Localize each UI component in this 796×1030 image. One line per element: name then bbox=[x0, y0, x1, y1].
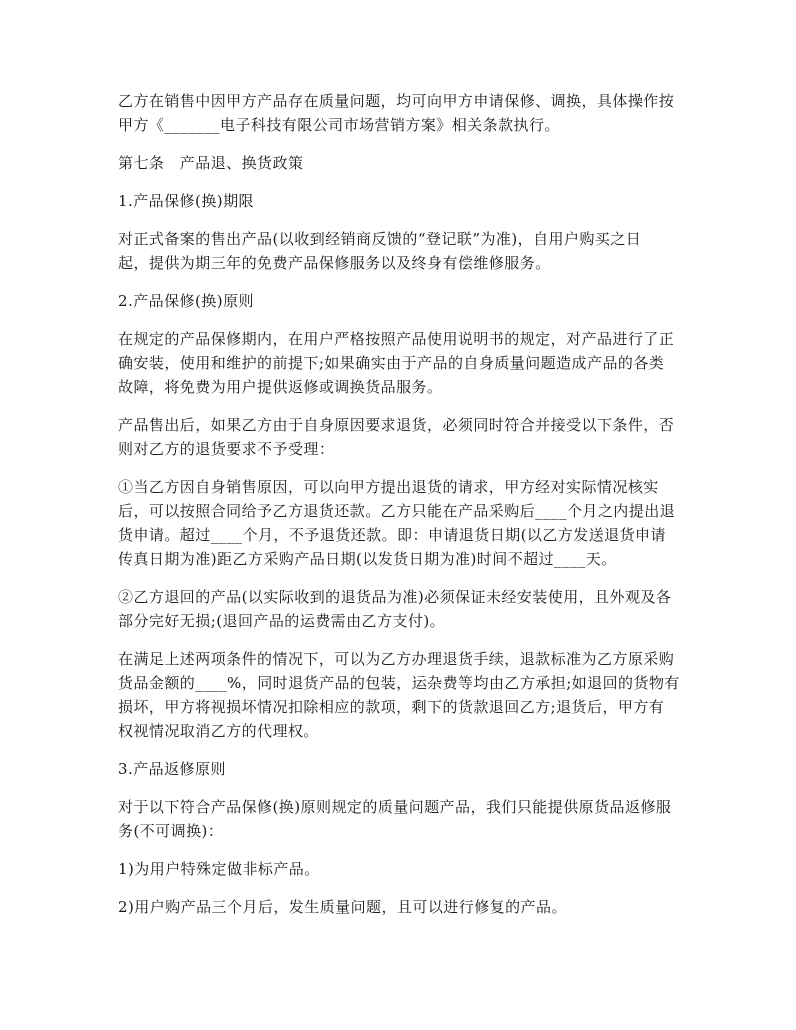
paragraph bbox=[118, 227, 678, 275]
paragraph bbox=[118, 89, 678, 137]
text-line: 权视情况取消乙方的代理权。 bbox=[118, 722, 319, 740]
text-line: 对正式备案的售出产品(以收到经销商反馈的“登记联”为准)，自用户购买之日 bbox=[118, 230, 642, 248]
text-line: 1.产品保修(换)期限 bbox=[118, 192, 254, 210]
text-line: 在满足上述两项条件的情况下，可以为乙方办理退货手续，退款标准为乙方原采购 bbox=[118, 650, 675, 668]
text-line: 2.产品保修(换)原则 bbox=[118, 292, 254, 310]
text-line: ①当乙方因自身销售原因，可以向甲方提出退货的请求，甲方经对实际情况核实 bbox=[118, 478, 659, 496]
text-line: 损坏，甲方将视损坏情况扣除相应的款项，剩下的货款退回乙方;退货后，甲方有 bbox=[118, 698, 665, 716]
section-heading bbox=[118, 757, 678, 781]
text-line: 故障，将免费为用户提供返修或调换货品服务。 bbox=[118, 378, 443, 396]
section-heading bbox=[118, 857, 678, 881]
text-line: 甲方《_______电子科技有限公司市场营销方案》相关条款执行。 bbox=[118, 116, 560, 134]
text-line: 2)用户购产品三个月后，发生质量问题，且可以进行修复的产品。 bbox=[118, 898, 567, 916]
text-line: 对于以下符合产品保修(换)原则规定的质量问题产品，我们只能提供原货品返修服 bbox=[118, 798, 672, 816]
paragraph bbox=[118, 327, 678, 399]
text-line: 传真日期为准)距乙方采购产品日期(以发货日期为准)时间不超过____天。 bbox=[118, 550, 617, 568]
text-line: 务(不可调换)： bbox=[118, 822, 224, 840]
paragraph bbox=[118, 585, 678, 633]
text-line: 3.产品返修原则 bbox=[118, 760, 226, 778]
section-heading bbox=[118, 895, 678, 919]
text-line: 第七条 产品退、换货政策 bbox=[118, 154, 304, 172]
section-heading bbox=[118, 289, 678, 313]
text-line: 在规定的产品保修期内，在用户严格按照产品使用说明书的规定，对产品进行了正 bbox=[118, 330, 675, 348]
section-heading bbox=[118, 151, 678, 175]
document-body bbox=[118, 89, 678, 933]
text-line: 后，可以按照合同给予乙方退货还款。乙方只能在产品采购后____个月之内提出退 bbox=[118, 502, 676, 520]
text-line: 则对乙方的退货要求不予受理： bbox=[118, 440, 335, 458]
text-line: 货申请。超过____个月，不予退货还款。即：申请退货日期(以乙方发送退货申请 bbox=[118, 526, 666, 544]
text-line: 乙方在销售中因甲方产品存在质量问题，均可向甲方申请保修、调换，具体操作按 bbox=[118, 92, 675, 110]
text-line: 确安装，使用和维护的前提下;如果确实由于产品的自身质量问题造成产品的各类 bbox=[118, 354, 665, 372]
text-line: ②乙方退回的产品(以实际收到的退货品为准)必须保证未经安装使用，且外观及各 bbox=[118, 588, 672, 606]
text-line: 产品售出后，如果乙方由于自身原因要求退货，必须同时符合并接受以下条件，否 bbox=[118, 416, 675, 434]
section-heading bbox=[118, 189, 678, 213]
paragraph bbox=[118, 795, 678, 843]
text-line: 部分完好无损;(退回产品的运费需由乙方支付)。 bbox=[118, 612, 446, 630]
text-line: 起，提供为期三年的免费产品保修服务以及终身有偿维修服务。 bbox=[118, 254, 551, 272]
text-line: 1)为用户特殊定做非标产品。 bbox=[118, 860, 320, 878]
text-line: 货品金额的____%，同时退货产品的包装，运杂费等均由乙方承担;如退回的货物有 bbox=[118, 674, 680, 692]
paragraph bbox=[118, 647, 678, 743]
paragraph bbox=[118, 413, 678, 461]
paragraph bbox=[118, 475, 678, 571]
